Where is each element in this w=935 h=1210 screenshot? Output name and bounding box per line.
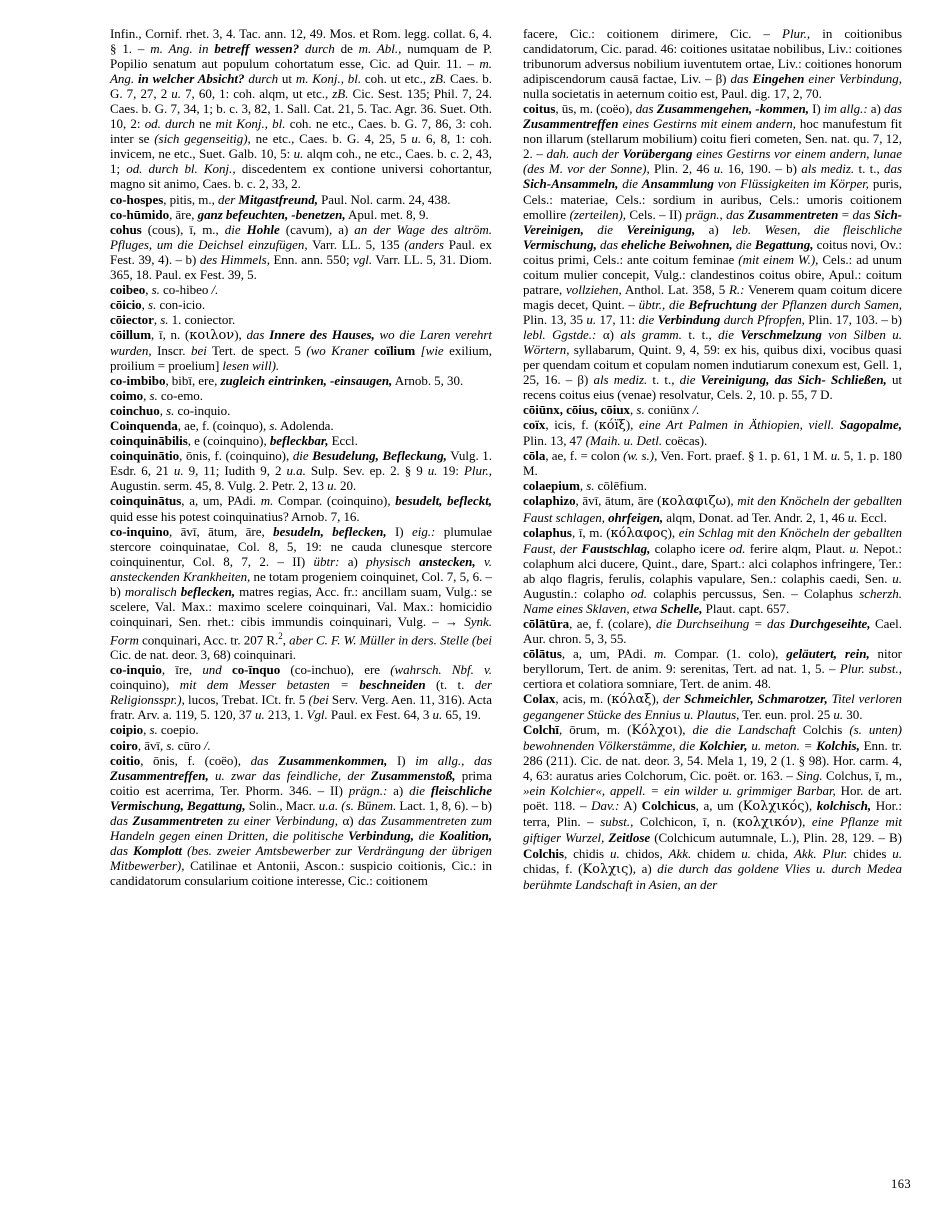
dictionary-entry: coinquinābilis, e (coinquino), befleckbar, Eccl.: [110, 433, 358, 449]
dictionary-entry: Infin., Cornif. rhet. 3, 4. Tac. ann. 12, 49. Mos. et Rom. legg. collat. 6, 4. § 1. – m. Ang. in betreff wessen? durch de m. Abl., numquam de P. Popilio senatum aut populum cohortatum esse, Cic. ad Quir. 11. – m. Ang. in welcher Absicht? durch ut m. Konj., bl. coh. ut etc., zB. Caes. b. G. 7, 27, 2 u. 7, 60, 1: coh. alqm, ut etc., zB. Cic. Sest. 135; Phil. 7, 24. Caes. b. G. 7, 34, 1; b. c. 3, 82, 1. Sall. Cat. 21, 5. Tac. Agr. 36. Suet. Oth. 10, 2: od. durch ne mit Konj., bl. coh. ne etc., Caes. b. G. 7, 86, 3: coh. inter se (sich gegenseitig), ne etc., Caes. b. G. 4, 25, 5 u. 6, 8, 1: coh. invicem, ne etc., Suet. Galb. 10, 5: u. alqm coh., ne etc., Caes. b. c. 2, 43, 1; od. durch bl. Konj., discedentem ex contione universi cohortantur, magno sit animo, Caes. b. c. 2, 33, 2.: [110, 26, 493, 192]
dictionary-entry: coïx, icis, f. (κóïξ), eine Art Palmen in Äthiopien, viell. Sagopalme, Plin. 13, 47 (Maih. u. Detl. coëcas).: [523, 417, 902, 449]
dictionary-entry: Colchī, ōrum, m. (Κóλχοι), die die Landschaft Colchis (s. unten) bewohnenden Völkerstämme, die Kolchier, u. meton. = Kolchis, Enn. tr. 286 (211). Cic. de nat. deor. 3, 54. Mela 1, 19, 2 (1. § 98). Hor. carm. 4, 4, 63: auratus aries Colchorum, Cic. poët. or. 163. – Sing. Colchus, ī, m., »ein Kolchier«, appell. = ein wilder u. grimmiger Barbar, Hor. de art. poët. 118. – Dav.: A) Colchicus, a, um (Κολχικóς), kolchisch, Hor.: terra, Plin. – subst., Colchicon, ī, n. (κολχικóν), eine Pflanze mit giftiger Wurzel, Zeitlose (Colchicum autumnale, L.), Plin. 28, 129. – B) Colchis, chidis u. chidos, Akk. chidem u. chida, Akk. Plur. chides u. chidas, f. (Κολχις), a) die durch das goldene Vlies u. durch Medea berühmte Landschaft in Asien, an der: [523, 722, 903, 892]
dictionary-entry: facere, Cic.: coitionem dirimere, Cic. – Plur., in coitionibus candidatorum, Cic. parad. 46: coitiones usitatae nobilibus, Liv.: coitiones tribunorum adversus nobilium iuventutem ortae, Liv.: coitiones honorum adipiscendorum causā factae, Liv. – β) das Eingehen einer Verbindung, nulla societatis in aeternum coitio est, Paul. dig. 17, 2, 70.: [523, 26, 902, 102]
dictionary-entry: cōlātūra, ae, f. (colare), die Durchseihung = das Durchgeseihte, Cael. Aur. chron. 5, 3, 55.: [523, 615, 902, 646]
dictionary-entry: Coinquenda, ae, f. (coinquo), s. Adolenda.: [110, 418, 334, 434]
dictionary-entry: cōicio, s. con-icio.: [110, 296, 206, 312]
dictionary-entry: coinquinātus, a, um, PAdi. m. Compar. (coinquino), besudelt, befleckt, quid esse his potest coinquinatius? Arnob. 7, 16.: [110, 493, 493, 524]
left-column: [110, 26, 499, 892]
two-column-layout: [24, 26, 911, 892]
dictionary-entry: coitio, ōnis, f. (coëo), das Zusammenkommen, I) im allg., das Zusammentreffen, u. zwar das feindliche, der Zusammenstoß, prima coitio est acerrima, Ter. Phorm. 346. – II) prägn.: a) die fleischliche Vermischung, Begattung, Solin., Macr. u.a. (s. Bünem. Lact. 1, 8, 6). – b) das Zusammentreten zu einer Verbindung, α) das Zusammentreten zum Handeln gegen einen Dritten, die politische Verbindung, die Koalition, das Komplott (bes. zweier Amtsbewerber zur Verdrängung der übrigen Mitbewerber), Catilinae et Antonii, Ascon.: suspicio coitionis, Cic.: in candidatorum consularium coitione interesse, Cic.: coitionem: [110, 752, 493, 888]
dictionary-entry: coinchuo, s. co-inquio.: [110, 403, 231, 419]
dictionary-entry: cōlātus, a, um, PAdi. m. Compar. (1. colo), geläutert, rein, nitor beryllorum, Tert. de anim. 9: serenitas, Tert. ad nat. 1, 5. – Plur. subst., certiora et colatiora somniare, Tert. de anim. 48.: [523, 645, 902, 692]
dictionary-entry: coitus, ūs, m. (coëo), das Zusammengehen, -kommen, I) im allg.: a) das Zusammentreffen eines Gestirns mit einem andern, hoc manufestum fit non illarum (stellarum mobilium) coitu fieri cometen, Sen. nat. qu. 7, 12, 2. – dah. auch der Vorübergang eines Gestirns vor einem andern, lunae (des M. vor der Sonne), Plin. 2, 46 u. 16, 190. – b) als mediz. t. t., das Sich-Ansammeln, die Ansammlung von Flüssigkeiten im Körper, puris, Cels.: materiae, Cels.: sordium in auribus, Cels.: umoris coitionem emollire (zerteilen), Cels. – II) prägn., das Zusammentreten = das Sich-Vereinigen, die Vereinigung, a) leb. Wesen, die fleischliche Vermischung, das eheliche Beiwohnen, die Begattung, coitus novi, Ov.: coitus primi, Cels.: ante coitum feminae (mit einem W.), Cels.: ad unum coitum mulier concepit, Vulg.: clandestinos coitus obire, Apul.: coitum patrare, vollziehen, Anthol. Lat. 358, 5 R.: Venerem quam coitum dicere magis decet, Quint. – übtr., die Befruchtung der Pflanzen durch Samen, Plin. 13, 35 u. 17, 11: die Verbindung durch Pfropfen, Plin. 17, 103. – b) lebl. Ggstde.: α) als gramm. t. t., die Verschmelzung von Silben u. Wörtern, syllabarum, Quint. 9, 4, 59: ex his, quibus dixi, vocibus quasi per quendam coitum et copulam nomen indutiarum conexum est, Gell. 1, 25, 16. – β) als mediz. t. t., die Vereinigung, das Sich- Schließen, ut recens coitus eius (venae) resolvatur, Cels. 2, 10. p. 55, 7 D.: [523, 101, 903, 403]
dictionary-entry: cohus (cous), ī, m., die Hohle (cavum), a) an der Wage des altröm. Pfluges, um die Deichsel einzufügen, Varr. LL. 5, 135 (anders Paul. ex Fest. 39, 4). – b) des Himmels, Enn. ann. 550; vgl. Varr. LL. 5, 31. Diom. 365, 18. Paul. ex Fest. 39, 5.: [110, 221, 492, 282]
dictionary-entry: coinquinātio, ōnis, f. (coinquino), die Besudelung, Befleckung, Vulg. 1. Esdr. 6, 21 u. 9, 11; Iudith 9, 2 u.a. Sulp. Sev. ep. 2. § 9 u. 19: Plur., Augustin. serm. 45, 8. Vulg. 2. Petr. 2, 13 u. 20.: [110, 448, 493, 494]
dictionary-entry: colaphizo, āvī, ātum, āre (κολαφιζω), mit den Knöcheln der geballten Faust schlagen, ohrfeigen, alqm, Donat. ad Ter. Andr. 2, 1, 46 u. Eccl.: [523, 493, 902, 525]
dictionary-entry: coimo, s. co-emo.: [110, 388, 204, 404]
dictionary-entry: co-hūmido, āre, ganz befeuchten, -benetzen, Apul. met. 8, 9.: [110, 206, 429, 222]
page-number: 163: [891, 1177, 911, 1191]
dictionary-entry: coipio, s. coepio.: [110, 722, 199, 738]
dictionary-entry: coiro, āvī, s. cūro /.: [110, 737, 211, 753]
right-column: [513, 26, 902, 892]
dictionary-entry: co-inquino, āvī, ātum, āre, besudeln, beflecken, I) eig.: plumulae stercore coinquinatae, Col. 8, 5, 19: ne cauda clunesque stercore coinquinentur, Col. 8, 7, 2. – II) übtr: a) physisch anstecken, v. ansteckenden Krankheiten, ne totam progeniem coinquinet, Col. 7, 5, 6. – b) moralisch beflecken, matres regias, Acc. fr.: ancillam suam, Vulg.: se scelere, Val. Max.: maximo scelere coinquinari, Val. Max.: homicidio coinquinari, Sen. rhet.: cibis immundis coinquinari, Vulg. – → Synk. Form conquinari, Acc. tr. 207 R.$^2$, aber C. F. W. Müller in ders. Stelle (bei Cic. de nat. deor. 3, 68) coinquinari.: [110, 523, 493, 663]
dictionary-entry: colaphus, ī, m. (κóλαφος), ein Schlag mit den Knöcheln der geballten Faust, der Faustschlag, colapho icere od. ferire alqm, Plaut. u. Nepot.: colaphum alci ducere, Quint., dare, Spart.: alci colaphos infringere, Ter.: ab alqo flagris, ferulis, colaphis vapulare, Sen.: colaphis caedi, Sen. u. Augustin.: colapho od. colaphis percussus, Sen. – Colaphus scherzh. Name eines Sklaven, etwa Schelle, Plaut. capt. 657.: [523, 524, 902, 616]
dictionary-entry: colaepium, s. cōlēfium.: [523, 478, 647, 494]
dictionary-entry: cōiector, s. 1. coniector.: [110, 311, 236, 327]
dictionary-entry: cōiūnx, cōius, cōiux, s. coniūnx /.: [523, 402, 700, 418]
dictionary-entry: co-hospes, pitis, m., der Mitgastfreund, Paul. Nol. carm. 24, 438.: [110, 191, 451, 207]
dictionary-entry: co-inquio, īre, und co-īnquo (co-inchuo), ere (wahrsch. Nbf. v. coinquino), mit dem Messer betasten = beschneiden (t. t. der Religionsspr.), lucos, Trebat. ICt. fr. 5 (bei Serv. Verg. Aen. 11, 316). Acta fratr. Arv. a. 119, 5. 120, 37 u. 213, 1. Vgl. Paul. ex Fest. 64, 3 u. 65, 19.: [110, 662, 493, 723]
dictionary-entry: Colax, acis, m. (κóλαξ), der Schmeichler, Schmarotzer, Titel verloren gegangener Stücke des Ennius u. Plautus, Ter. eun. prol. 25 u. 30.: [523, 691, 902, 723]
dictionary-entry: cōla, ae, f. = colon (w. s.), Ven. Fort. praef. § 1. p. 61, 1 M. u. 5, 1. p. 180 M.: [523, 448, 902, 479]
dictionary-entry: coibeo, s. co-hibeo /.: [110, 281, 219, 297]
dictionary-entry: co-imbibo, bibī, ere, zugleich eintrinken, -einsaugen, Arnob. 5, 30.: [110, 373, 464, 389]
dictionary-entry: cōillum, ī, n. (κοιλον), das Innere des Hauses, wo die Laren verehrt wurden, Inscr. bei Tert. de spect. 5 (wo Kraner coïlium [wie exilium, proilium = proelium] lesen will).: [110, 326, 492, 374]
